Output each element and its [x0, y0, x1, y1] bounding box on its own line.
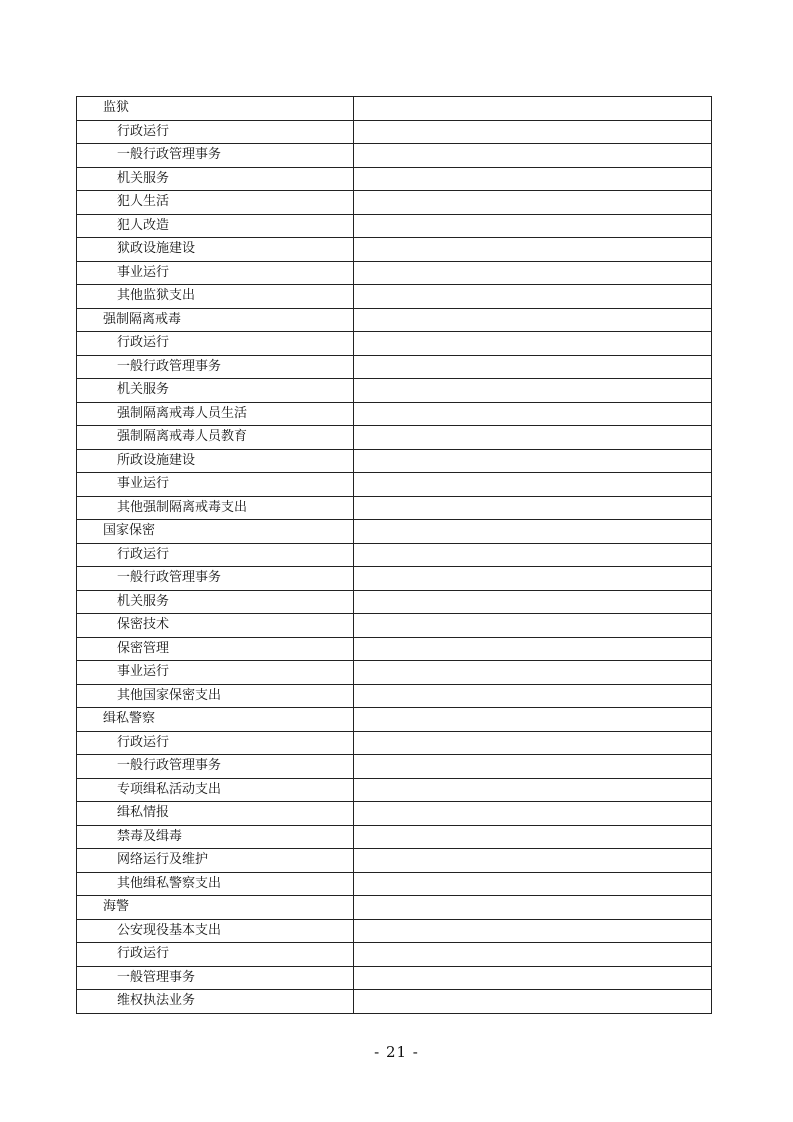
- value-cell: [354, 708, 712, 732]
- table-row: [77, 449, 712, 473]
- item-name-cell: 一般行政管理事务: [77, 144, 354, 168]
- item-name-cell: 强制隔离戒毒人员教育: [77, 426, 354, 450]
- value-cell: [354, 919, 712, 943]
- table-row: [77, 214, 712, 238]
- item-name-cell: 一般行政管理事务: [77, 567, 354, 591]
- item-name-cell: 禁毒及缉毒: [77, 825, 354, 849]
- table-row: [77, 637, 712, 661]
- item-name-cell: 网络运行及维护: [77, 849, 354, 873]
- item-name-cell: 犯人生活: [77, 191, 354, 215]
- table-row: [77, 191, 712, 215]
- value-cell: [354, 990, 712, 1014]
- item-name-cell: 行政运行: [77, 731, 354, 755]
- value-cell: [354, 661, 712, 685]
- value-cell: [354, 496, 712, 520]
- table-row: [77, 97, 712, 121]
- table-row: [77, 896, 712, 920]
- category-name-cell: 国家保密: [77, 520, 354, 544]
- table-row: [77, 802, 712, 826]
- table-row: [77, 755, 712, 779]
- item-name-cell: 其他缉私警察支出: [77, 872, 354, 896]
- table-row: [77, 402, 712, 426]
- table-row: [77, 496, 712, 520]
- table-row: [77, 919, 712, 943]
- table-row: [77, 684, 712, 708]
- table-row: [77, 120, 712, 144]
- value-cell: [354, 144, 712, 168]
- item-name-cell: 其他监狱支出: [77, 285, 354, 309]
- value-cell: [354, 684, 712, 708]
- value-cell: [354, 426, 712, 450]
- item-name-cell: 机关服务: [77, 379, 354, 403]
- budget-item-table: [76, 96, 712, 1014]
- table-row: [77, 520, 712, 544]
- item-name-cell: 行政运行: [77, 120, 354, 144]
- item-name-cell: 公安现役基本支出: [77, 919, 354, 943]
- item-name-cell: 专项缉私活动支出: [77, 778, 354, 802]
- item-name-cell: 强制隔离戒毒人员生活: [77, 402, 354, 426]
- item-name-cell: 一般行政管理事务: [77, 355, 354, 379]
- value-cell: [354, 355, 712, 379]
- table-body: [77, 97, 712, 1014]
- table-row: [77, 261, 712, 285]
- item-name-cell: 狱政设施建设: [77, 238, 354, 262]
- table-row: [77, 731, 712, 755]
- table-row: [77, 778, 712, 802]
- item-name-cell: 缉私情报: [77, 802, 354, 826]
- value-cell: [354, 214, 712, 238]
- item-name-cell: 所政设施建设: [77, 449, 354, 473]
- item-name-cell: 保密管理: [77, 637, 354, 661]
- table-row: [77, 238, 712, 262]
- value-cell: [354, 238, 712, 262]
- value-cell: [354, 261, 712, 285]
- category-name-cell: 海警: [77, 896, 354, 920]
- table-row: [77, 590, 712, 614]
- table-row: [77, 567, 712, 591]
- table-row: [77, 379, 712, 403]
- value-cell: [354, 966, 712, 990]
- table-row: [77, 473, 712, 497]
- value-cell: [354, 332, 712, 356]
- item-name-cell: 其他强制隔离戒毒支出: [77, 496, 354, 520]
- table-row: [77, 144, 712, 168]
- value-cell: [354, 520, 712, 544]
- value-cell: [354, 120, 712, 144]
- table-row: [77, 614, 712, 638]
- category-name-cell: 监狱: [77, 97, 354, 121]
- value-cell: [354, 614, 712, 638]
- value-cell: [354, 755, 712, 779]
- table-row: [77, 966, 712, 990]
- item-name-cell: 一般行政管理事务: [77, 755, 354, 779]
- value-cell: [354, 308, 712, 332]
- value-cell: [354, 825, 712, 849]
- item-name-cell: 一般管理事务: [77, 966, 354, 990]
- item-name-cell: 事业运行: [77, 473, 354, 497]
- table-row: [77, 825, 712, 849]
- table-row: [77, 308, 712, 332]
- item-name-cell: 事业运行: [77, 661, 354, 685]
- item-name-cell: 机关服务: [77, 167, 354, 191]
- value-cell: [354, 802, 712, 826]
- value-cell: [354, 637, 712, 661]
- value-cell: [354, 943, 712, 967]
- page-number: - 21 -: [374, 1043, 419, 1061]
- item-name-cell: 机关服务: [77, 590, 354, 614]
- table-row: [77, 332, 712, 356]
- value-cell: [354, 896, 712, 920]
- value-cell: [354, 97, 712, 121]
- item-name-cell: 保密技术: [77, 614, 354, 638]
- item-name-cell: 行政运行: [77, 543, 354, 567]
- item-name-cell: 其他国家保密支出: [77, 684, 354, 708]
- category-name-cell: 强制隔离戒毒: [77, 308, 354, 332]
- item-name-cell: 犯人改造: [77, 214, 354, 238]
- table-row: [77, 285, 712, 309]
- category-name-cell: 缉私警察: [77, 708, 354, 732]
- table-row: [77, 661, 712, 685]
- table-row: [77, 943, 712, 967]
- value-cell: [354, 849, 712, 873]
- table-row: [77, 167, 712, 191]
- value-cell: [354, 590, 712, 614]
- item-name-cell: 事业运行: [77, 261, 354, 285]
- value-cell: [354, 449, 712, 473]
- table-row: [77, 849, 712, 873]
- item-name-cell: 维权执法业务: [77, 990, 354, 1014]
- value-cell: [354, 191, 712, 215]
- table-row: [77, 990, 712, 1014]
- table-row: [77, 543, 712, 567]
- table-row: [77, 355, 712, 379]
- value-cell: [354, 402, 712, 426]
- item-name-cell: 行政运行: [77, 332, 354, 356]
- table-row: [77, 426, 712, 450]
- value-cell: [354, 778, 712, 802]
- table-row: [77, 708, 712, 732]
- item-name-cell: 行政运行: [77, 943, 354, 967]
- value-cell: [354, 285, 712, 309]
- value-cell: [354, 543, 712, 567]
- value-cell: [354, 473, 712, 497]
- value-cell: [354, 872, 712, 896]
- value-cell: [354, 167, 712, 191]
- value-cell: [354, 567, 712, 591]
- value-cell: [354, 731, 712, 755]
- value-cell: [354, 379, 712, 403]
- table-row: [77, 872, 712, 896]
